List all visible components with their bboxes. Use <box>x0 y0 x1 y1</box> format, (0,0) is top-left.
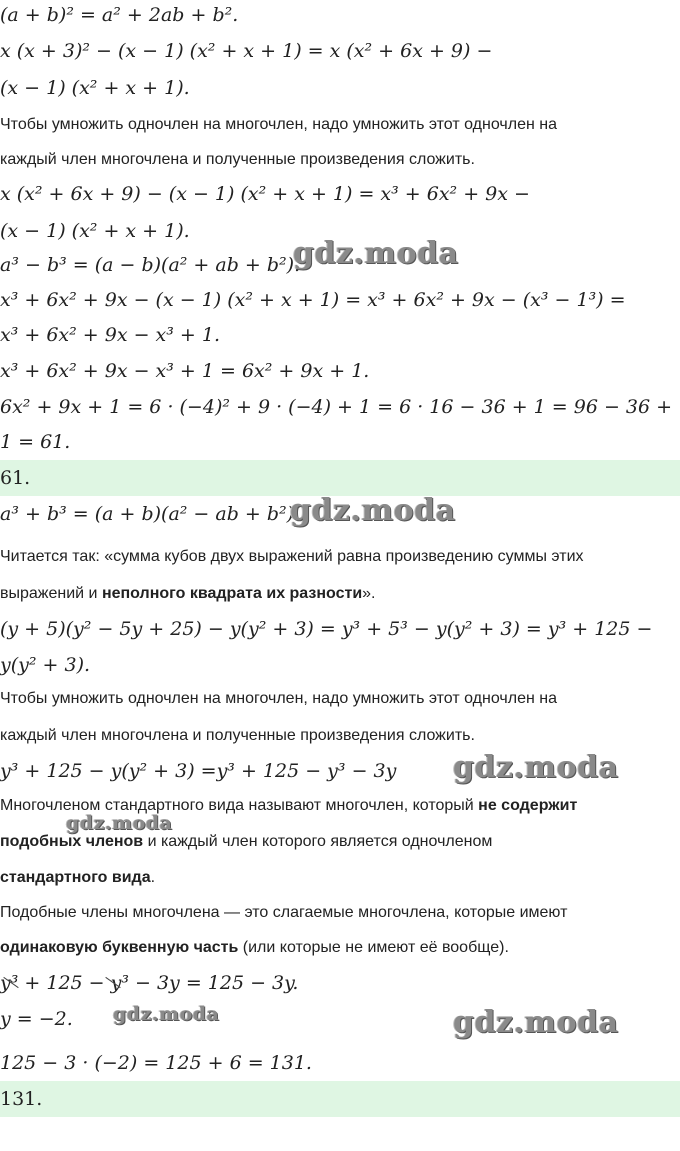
formula-line: 125 − 3 · (−2) = 125 + 6 = 131. <box>0 1052 312 1074</box>
watermark: gdz.moda <box>453 750 619 785</box>
watermark: gdz.moda <box>290 493 456 528</box>
text-line: Многочленом стандартного вида называют многочлен, который не содержит <box>0 797 578 814</box>
formula-line: (y + 5)(y² − 5y + 25) − y(y² + 3) = y³ + 5³ − y(y² + 3) = y³ + 125 − <box>0 618 653 640</box>
formula-line: y(y² + 3). <box>0 654 91 676</box>
formula-line: x³ + 6x² + 9x − x³ + 1. <box>0 324 221 346</box>
answer-bar <box>0 1081 680 1117</box>
text-line: выражений и неполного квадрата их разности». <box>0 585 376 602</box>
text-line: стандартного вида. <box>0 869 156 886</box>
formula-line: y = −2. <box>0 1008 73 1030</box>
formula-line: (x − 1) (x² + x + 1). <box>0 220 190 242</box>
watermark: gdz.moda <box>113 1003 220 1025</box>
formula-line: (x − 1) (x² + x + 1). <box>0 77 190 99</box>
formula-line: x (x² + 6x + 9) − (x − 1) (x² + x + 1) = x³ + 6x² + 9x − <box>0 183 530 205</box>
formula-line: x³ + 6x² + 9x − x³ + 1 = 6x² + 9x + 1. <box>0 360 370 382</box>
answer-value: 131. <box>0 1088 43 1110</box>
watermark: gdz.moda <box>293 236 459 271</box>
formula-line: y³ + 125 − y³ − 3y = 125 − 3y. <box>0 972 299 994</box>
formula-line: 6x² + 9x + 1 = 6 · (−4)² + 9 · (−4) + 1 = 6 · 16 − 36 + 1 = 96 − 36 + <box>0 396 673 418</box>
text-line: Чтобы умножить одночлен на многочлен, надо умножить этот одночлен на <box>0 690 557 707</box>
watermark: gdz.moda <box>66 812 173 834</box>
text-line: Читается так: «сумма кубов двух выражений равна произведению суммы этих <box>0 548 584 565</box>
text-line: каждый член многочлена и полученные произведения сложить. <box>0 151 475 168</box>
watermark: gdz.moda <box>453 1005 619 1040</box>
formula-line: (a + b)² = a² + 2ab + b². <box>0 4 239 26</box>
text-line: каждый член многочлена и полученные произведения сложить. <box>0 727 475 744</box>
text-line: Чтобы умножить одночлен на многочлен, надо умножить этот одночлен на <box>0 116 557 133</box>
text-line: подобных членов и каждый член которого является одночленом <box>0 833 493 850</box>
formula-line: x (x + 3)² − (x − 1) (x² + x + 1) = x (x² + 6x + 9) − <box>0 40 493 62</box>
formula-line: 1 = 61. <box>0 431 71 453</box>
answer-value: 61. <box>0 467 31 489</box>
formula-line: x³ + 6x² + 9x − (x − 1) (x² + x + 1) = x³ + 6x² + 9x − (x³ − 1³) = <box>0 289 626 311</box>
text-line: одинаковую буквенную часть (или которые не имеют её вообще). <box>0 939 509 956</box>
formula-line: y³ + 125 − y(y² + 3) =y³ + 125 − y³ − 3y <box>0 760 397 782</box>
formula-line: a³ − b³ = (a − b)(a² + ab + b²). <box>0 254 301 276</box>
text-line: Подобные члены многочлена — это слагаемые многочлена, которые имеют <box>0 904 568 921</box>
formula-line: a³ + b³ = (a + b)(a² − ab + b²) <box>0 503 295 525</box>
answer-bar <box>0 460 680 496</box>
